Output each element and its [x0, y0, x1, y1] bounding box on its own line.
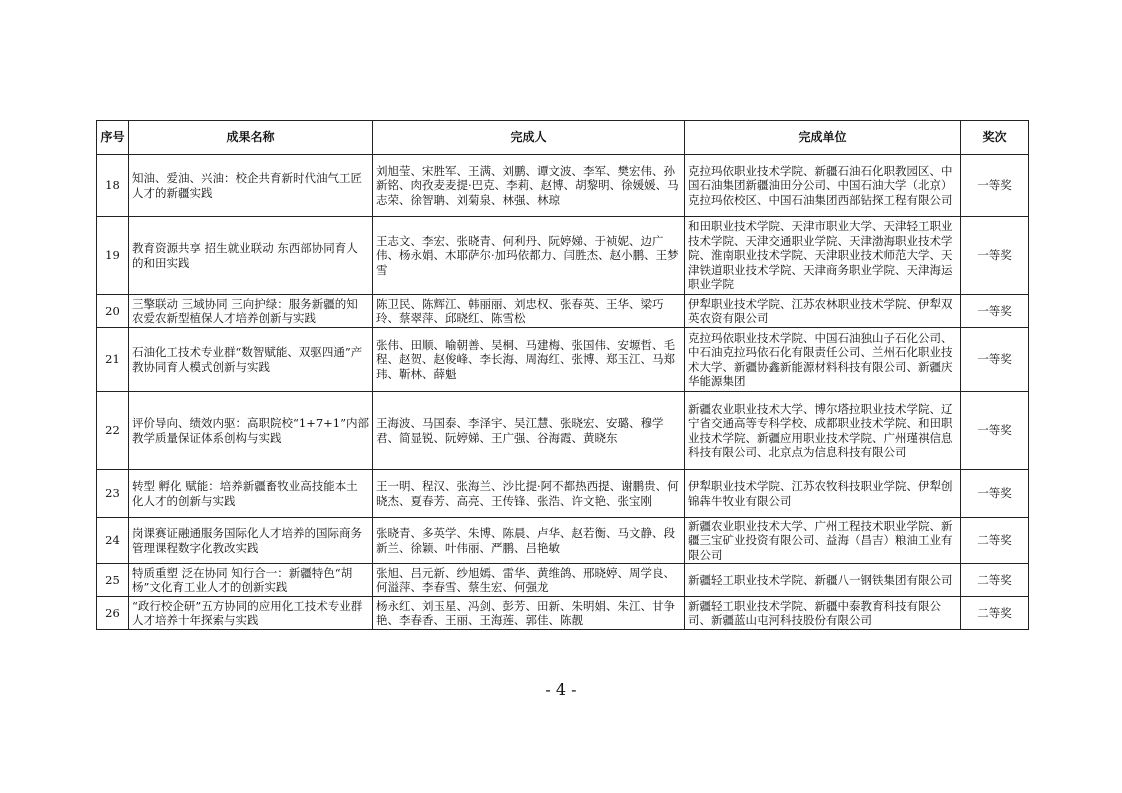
row-units: 克拉玛依职业技术学院、新疆石油石化职教园区、中国石油集团新疆油田分公司、中国石油大学（北京）克拉玛依校区、中国石油集团西部钻探工程有限公司	[685, 155, 961, 217]
row-title: “政行校企研”五方协同的应用化工技术专业群人才培养十年探索与实践	[129, 597, 373, 630]
row-units: 克拉玛依职业技术学院、中国石油独山子石化公司、中石油克拉玛依石化有限责任公司、兰州石化职业技术大学、新疆协鑫新能源材料科技有限公司、新疆庆华能源集团	[685, 328, 961, 392]
row-units: 新疆农业职业技术大学、博尔塔拉职业技术学院、辽宁省交通高等专科学校、成都职业技术学院、和田职业技术学院、新疆应用职业技术学院、广州瑾祺信息科技有限公司、北京点为信息科技有限公司	[685, 392, 961, 470]
row-level: 一等奖	[961, 217, 1029, 295]
row-people: 王海波、马国泰、李泽宇、吴江慧、张晓宏、安璐、穆学君、简显锐、阮婷娣、王广强、谷海霞、黄晓东	[373, 392, 685, 470]
row-level: 一等奖	[961, 295, 1029, 328]
header-level: 奖次	[961, 121, 1029, 155]
row-people: 王志文、李宏、张晓青、何利丹、阮婷娣、于祯妮、边广伟、杨永娟、木耶萨尔·加玛依都力、闫胜杰、赵小鹏、王梦雪	[373, 217, 685, 295]
row-units: 新疆轻工职业技术学院、新疆中泰教育科技有限公司、新疆蓝山屯河科技股份有限公司	[685, 597, 961, 630]
header-row	[97, 121, 1029, 155]
row-units: 新疆农业职业技术大学、广州工程技术职业学院、新疆三宝矿业投资有限公司、益海（昌吉）粮油工业有限公司	[685, 518, 961, 564]
table-row	[97, 328, 1029, 392]
row-people: 刘旭莹、宋胜军、王满、刘鹏、谭文波、李军、樊宏伟、孙新铭、肉孜麦麦提·巴克、李莉、赵博、胡黎明、徐媛媛、马志荣、徐智聃、刘菊泉、林强、林琼	[373, 155, 685, 217]
header-people: 完成人	[373, 121, 685, 155]
row-people: 张伟、田顺、喻朝善、吴桐、马建梅、张国伟、安塬哲、毛程、赵贺、赵俊峰、李长海、周海红、张博、郑玉江、马郑玮、靳林、薛魁	[373, 328, 685, 392]
row-level: 一等奖	[961, 328, 1029, 392]
table-row	[97, 217, 1029, 295]
row-people: 张旭、吕元新、纱旭嫣、雷华、黄维鸽、邢晓婷、周学良、何溢萍、李春雪、蔡生宏、何强龙	[373, 564, 685, 597]
row-no: 20	[97, 295, 129, 328]
row-title: 特质重塑 泛在协同 知行合一：新疆特色“胡杨”文化育工业人才的创新实践	[129, 564, 373, 597]
row-level: 二等奖	[961, 518, 1029, 564]
page-number: - 4 -	[545, 680, 577, 699]
row-no: 19	[97, 217, 129, 295]
row-level: 一等奖	[961, 155, 1029, 217]
table-row	[97, 564, 1029, 597]
row-level: 一等奖	[961, 470, 1029, 518]
row-no: 22	[97, 392, 129, 470]
row-title: 石油化工技术专业群“数智赋能、双驱四通”产教协同育人模式创新与实践	[129, 328, 373, 392]
row-title: 教育资源共享 招生就业联动 东西部协同育人的和田实践	[129, 217, 373, 295]
row-units: 和田职业技术学院、天津市职业大学、天津轻工职业技术学院、天津交通职业学院、天津渤海职业技术学院、淮南职业技术学院、天津职业技术师范大学、天津铁道职业技术学院、天津商务职业学院、天津海运职业学院	[685, 217, 961, 295]
row-level: 二等奖	[961, 564, 1029, 597]
row-level: 二等奖	[961, 597, 1029, 630]
table-row	[97, 295, 1029, 328]
table-row	[97, 470, 1029, 518]
row-units: 新疆轻工职业技术学院、新疆八一钢铁集团有限公司	[685, 564, 961, 597]
row-units: 伊犁职业技术学院、江苏农牧科技职业学院、伊犁创锦犇牛牧业有限公司	[685, 470, 961, 518]
table-row	[97, 518, 1029, 564]
table-row	[97, 155, 1029, 217]
row-no: 21	[97, 328, 129, 392]
row-people: 陈卫民、陈辉江、韩丽丽、刘忠权、张春英、王华、梁巧玲、蔡翠萍、邱晓红、陈雪松	[373, 295, 685, 328]
row-title: 转型 孵化 赋能：培养新疆畜牧业高技能本土化人才的创新与实践	[129, 470, 373, 518]
header-units: 完成单位	[685, 121, 961, 155]
row-no: 24	[97, 518, 129, 564]
row-title: 三擎联动 三域协同 三向护绿：服务新疆的知农爱农新型植保人才培养创新与实践	[129, 295, 373, 328]
row-title: 评价导向、绩效内驱：高职院校“1+7+1”内部教学质量保证体系创构与实践	[129, 392, 373, 470]
row-people: 张晓青、多英学、朱博、陈晨、卢华、赵若衡、马文静、段新兰、徐颖、叶伟丽、严鹏、吕艳敏	[373, 518, 685, 564]
header-title: 成果名称	[129, 121, 373, 155]
row-units: 伊犁职业技术学院、江苏农林职业技术学院、伊犁双英农资有限公司	[685, 295, 961, 328]
awards-table	[96, 120, 1029, 630]
row-level: 一等奖	[961, 392, 1029, 470]
table-row	[97, 392, 1029, 470]
row-title: 知油、爱油、兴油：校企共育新时代油气工匠人才的新疆实践	[129, 155, 373, 217]
row-people: 杨永红、刘玉星、冯剑、彭芳、田新、朱明娟、朱江、甘争艳、李春香、王丽、王海莲、郭佳、陈靓	[373, 597, 685, 630]
row-no: 25	[97, 564, 129, 597]
row-no: 23	[97, 470, 129, 518]
row-title: 岗课赛证融通服务国际化人才培养的国际商务管理课程数字化教改实践	[129, 518, 373, 564]
row-no: 26	[97, 597, 129, 630]
row-people: 王一明、程汉、张海兰、沙比提·阿不都热西提、谢鹏贵、何晓杰、夏春芳、高亮、王传锋、张浩、许文艳、张宝刚	[373, 470, 685, 518]
row-no: 18	[97, 155, 129, 217]
table-row	[97, 597, 1029, 630]
header-no: 序号	[97, 121, 129, 155]
